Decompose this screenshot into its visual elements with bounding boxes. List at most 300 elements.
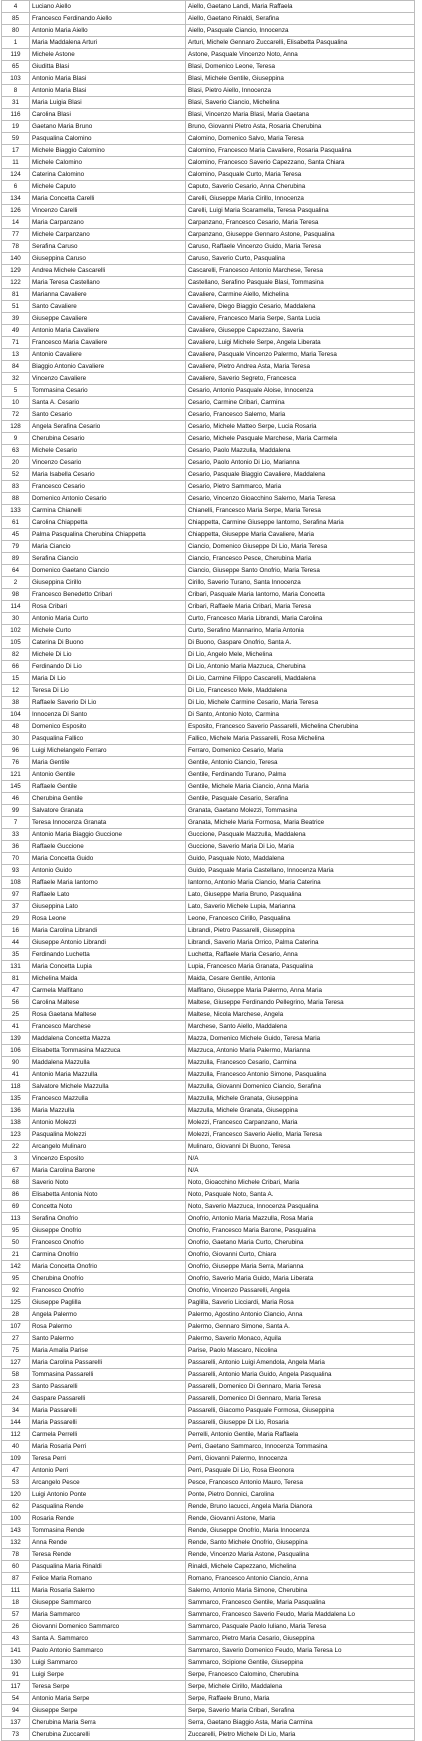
parents-cell[interactable]: Romano, Francesco Antonio Ciancio, Anna — [186, 1573, 415, 1585]
person-name-cell[interactable]: Luciano Aiello — [30, 1, 186, 13]
parents-cell[interactable]: Cavaliere, Francesco Maria Serpe, Santa Lucia — [186, 313, 415, 325]
parents-cell[interactable]: Blasi, Pietro Aiello, Innocenza — [186, 85, 415, 97]
parents-cell[interactable]: Onofrio, Francesco Maria Barone, Pasqualina — [186, 1225, 415, 1237]
record-id-cell[interactable]: 93 — [2, 865, 30, 877]
table-row[interactable] — [2, 493, 415, 505]
person-name-cell[interactable]: Teresa Innocenza Granata — [30, 817, 186, 829]
parents-cell[interactable]: Rende, Giovanni Astone, Maria — [186, 1513, 415, 1525]
parents-cell[interactable]: Passarelli, Domenico Di Gennaro, Maria Teresa — [186, 1381, 415, 1393]
parents-cell[interactable]: Guido, Pasquale Noto, Maddalena — [186, 853, 415, 865]
person-name-cell[interactable]: Maria Concetta Carelli — [30, 193, 186, 205]
record-id-cell[interactable]: 11 — [2, 157, 30, 169]
parents-cell[interactable]: Esposito, Francesco Saverio Passarelli, Michelina Cherubina — [186, 721, 415, 733]
table-row[interactable] — [2, 1393, 415, 1405]
parents-cell[interactable]: Onofrio, Vincenzo Passarelli, Angela — [186, 1285, 415, 1297]
record-id-cell[interactable]: 29 — [2, 913, 30, 925]
record-id-cell[interactable]: 76 — [2, 757, 30, 769]
table-row[interactable] — [2, 469, 415, 481]
parents-cell[interactable]: Rende, Santo Michele Onofrio, Giuseppina — [186, 1537, 415, 1549]
record-id-cell[interactable]: 112 — [2, 1429, 30, 1441]
parents-cell[interactable]: Calomino, Francesco Maria Cavaliere, Rosaria Pasqualina — [186, 145, 415, 157]
person-name-cell[interactable]: Michelina Maida — [30, 973, 186, 985]
record-id-cell[interactable]: 136 — [2, 1105, 30, 1117]
record-id-cell[interactable]: 69 — [2, 1201, 30, 1213]
parents-cell[interactable]: Cesario, Pietro Sammarco, Maria — [186, 481, 415, 493]
table-row[interactable] — [2, 61, 415, 73]
table-row[interactable] — [2, 1513, 415, 1525]
person-name-cell[interactable]: Antonio Maria Aiello — [30, 25, 186, 37]
record-id-cell[interactable]: 106 — [2, 1045, 30, 1057]
table-row[interactable] — [2, 445, 415, 457]
parents-cell[interactable]: Ciancio, Domenico Giuseppe Di Lio, Maria Teresa — [186, 541, 415, 553]
person-name-cell[interactable]: Raffaele Guccione — [30, 841, 186, 853]
person-name-cell[interactable]: Tommasina Passarelli — [30, 1369, 186, 1381]
record-id-cell[interactable]: 119 — [2, 49, 30, 61]
record-id-cell[interactable]: 22 — [2, 1141, 30, 1153]
parents-cell[interactable]: Sammarco, Francesco Gentile, Maria Pasqualina — [186, 1597, 415, 1609]
record-id-cell[interactable]: 77 — [2, 229, 30, 241]
table-row[interactable] — [2, 1489, 415, 1501]
table-row[interactable] — [2, 1057, 415, 1069]
person-name-cell[interactable]: Serafina Ciancio — [30, 553, 186, 565]
parents-cell[interactable]: Cesario, Paolo Mazzulla, Maddalena — [186, 445, 415, 457]
person-name-cell[interactable]: Santo Passarelli — [30, 1381, 186, 1393]
person-name-cell[interactable]: Luigi Serpe — [30, 1669, 186, 1681]
parents-cell[interactable]: Cesario, Michele Pasquale Marchese, Maria Carmela — [186, 433, 415, 445]
record-id-cell[interactable]: 25 — [2, 1009, 30, 1021]
parents-cell[interactable]: Leone, Francesco Cirillo, Pasqualina — [186, 913, 415, 925]
table-row[interactable] — [2, 1285, 415, 1297]
record-id-cell[interactable]: 97 — [2, 889, 30, 901]
person-name-cell[interactable]: Michele Astone — [30, 49, 186, 61]
parents-cell[interactable]: Bruno, Giovanni Pietro Asta, Rosaria Cherubina — [186, 121, 415, 133]
person-name-cell[interactable]: Maria Rosaria Perri — [30, 1441, 186, 1453]
record-id-cell[interactable]: 31 — [2, 97, 30, 109]
person-name-cell[interactable]: Michele Calomino — [30, 157, 186, 169]
record-id-cell[interactable]: 46 — [2, 793, 30, 805]
record-id-cell[interactable]: 135 — [2, 1093, 30, 1105]
record-id-cell[interactable]: 73 — [2, 1729, 30, 1741]
record-id-cell[interactable]: 120 — [2, 1489, 30, 1501]
person-name-cell[interactable]: Maddalena Concetta Mazza — [30, 1033, 186, 1045]
person-name-cell[interactable]: Maria Di Lio — [30, 673, 186, 685]
table-row[interactable] — [2, 1093, 415, 1105]
record-id-cell[interactable]: 24 — [2, 1393, 30, 1405]
parents-cell[interactable]: Caruso, Raffaele Vincenzo Guido, Maria Teresa — [186, 241, 415, 253]
record-id-cell[interactable]: 91 — [2, 1669, 30, 1681]
record-id-cell[interactable]: 118 — [2, 1081, 30, 1093]
parents-cell[interactable]: Onofrio, Gaetano Maria Curto, Cherubina — [186, 1237, 415, 1249]
table-row[interactable] — [2, 121, 415, 133]
record-id-cell[interactable]: 1 — [2, 37, 30, 49]
record-id-cell[interactable]: 86 — [2, 1189, 30, 1201]
person-name-cell[interactable]: Maria Carolina Barone — [30, 1165, 186, 1177]
parents-cell[interactable]: Curto, Serafino Mannarino, Maria Antonia — [186, 625, 415, 637]
person-name-cell[interactable]: Giuseppina Cirillo — [30, 577, 186, 589]
parents-cell[interactable]: Onofrio, Antonio Maria Mazzulla, Rosa Maria — [186, 1213, 415, 1225]
person-name-cell[interactable]: Salvatore Michele Mazzulla — [30, 1081, 186, 1093]
parents-cell[interactable]: Maltese, Nicola Marchese, Angela — [186, 1009, 415, 1021]
person-name-cell[interactable]: Maria Rosaria Salerno — [30, 1585, 186, 1597]
person-name-cell[interactable]: Francesco Ferdinando Aiello — [30, 13, 186, 25]
parents-cell[interactable]: Sammarco, Saverio Domenico Feudo, Maria Teresa Lo — [186, 1645, 415, 1657]
parents-cell[interactable]: Mazzulla, Giovanni Domenico Ciancio, Serafina — [186, 1081, 415, 1093]
parents-cell[interactable]: Cesario, Francesco Salerno, Maria — [186, 409, 415, 421]
person-name-cell[interactable]: Maria Concetta Lupia — [30, 961, 186, 973]
parents-cell[interactable]: Blasi, Saverio Ciancio, Michelina — [186, 97, 415, 109]
person-name-cell[interactable]: Angela Palermo — [30, 1309, 186, 1321]
table-row[interactable] — [2, 973, 415, 985]
table-row[interactable] — [2, 517, 415, 529]
person-name-cell[interactable]: Michele Cesario — [30, 445, 186, 457]
parents-cell[interactable]: Calomino, Domenico Salvo, Maria Teresa — [186, 133, 415, 145]
table-row[interactable] — [2, 1669, 415, 1681]
table-row[interactable] — [2, 13, 415, 25]
record-id-cell[interactable]: 63 — [2, 445, 30, 457]
table-row[interactable] — [2, 1345, 415, 1357]
table-row[interactable] — [2, 1549, 415, 1561]
record-id-cell[interactable]: 123 — [2, 1129, 30, 1141]
person-name-cell[interactable]: Maria Carolina Librandi — [30, 925, 186, 937]
parents-cell[interactable]: Caputo, Saverio Cesario, Anna Cherubina — [186, 181, 415, 193]
person-name-cell[interactable]: Cherubina Maria Serra — [30, 1717, 186, 1729]
person-name-cell[interactable]: Luigi Antonio Ponte — [30, 1489, 186, 1501]
person-name-cell[interactable]: Marianna Cavaliere — [30, 289, 186, 301]
person-name-cell[interactable]: Giuseppe Paglilla — [30, 1297, 186, 1309]
person-name-cell[interactable]: Pasqualina Rende — [30, 1501, 186, 1513]
person-name-cell[interactable]: Carmela Perrelli — [30, 1429, 186, 1441]
record-id-cell[interactable]: 8 — [2, 85, 30, 97]
parents-cell[interactable]: Cesario, Carmine Cribari, Carmina — [186, 397, 415, 409]
parents-cell[interactable]: Palermo, Saverio Monaco, Aquila — [186, 1333, 415, 1345]
person-name-cell[interactable]: Rosa Gaetana Maltese — [30, 1009, 186, 1021]
parents-cell[interactable]: Passarelli, Antonio Maria Guido, Angela Pasqualina — [186, 1369, 415, 1381]
parents-cell[interactable]: Gentile, Pasquale Cesario, Serafina — [186, 793, 415, 805]
table-row[interactable] — [2, 1261, 415, 1273]
parents-cell[interactable]: Cavaliere, Carmine Aiello, Michelina — [186, 289, 415, 301]
parents-cell[interactable]: Maltese, Giuseppe Ferdinando Pellegrino, Maria Teresa — [186, 997, 415, 1009]
person-name-cell[interactable]: Antonio Molezzi — [30, 1117, 186, 1129]
person-name-cell[interactable]: Maria Luigia Blasi — [30, 97, 186, 109]
table-row[interactable] — [2, 865, 415, 877]
parents-cell[interactable]: Onofrio, Giuseppe Maria Serra, Marianna — [186, 1261, 415, 1273]
person-name-cell[interactable]: Rosaria Rende — [30, 1513, 186, 1525]
table-row[interactable] — [2, 889, 415, 901]
person-name-cell[interactable]: Innocenza Di Santo — [30, 709, 186, 721]
record-id-cell[interactable]: 20 — [2, 457, 30, 469]
table-row[interactable] — [2, 1465, 415, 1477]
table-row[interactable] — [2, 997, 415, 1009]
record-id-cell[interactable]: 134 — [2, 193, 30, 205]
table-row[interactable] — [2, 781, 415, 793]
person-name-cell[interactable]: Maria Passarelli — [30, 1405, 186, 1417]
person-name-cell[interactable]: Felice Maria Romano — [30, 1573, 186, 1585]
person-name-cell[interactable]: Arcangelo Mulinaro — [30, 1141, 186, 1153]
record-id-cell[interactable]: 19 — [2, 121, 30, 133]
record-id-cell[interactable]: 2 — [2, 577, 30, 589]
person-name-cell[interactable]: Arcangelo Pesce — [30, 1477, 186, 1489]
parents-cell[interactable]: Noto, Saverio Mazzuca, Innocenza Pasqualina — [186, 1201, 415, 1213]
table-row[interactable] — [2, 397, 415, 409]
record-id-cell[interactable]: 57 — [2, 1609, 30, 1621]
person-name-cell[interactable]: Giuseppe Sammarco — [30, 1597, 186, 1609]
table-row[interactable] — [2, 1033, 415, 1045]
person-name-cell[interactable]: Caterina Di Buono — [30, 637, 186, 649]
parents-cell[interactable]: Cavaliere, Pasquale Vincenzo Palermo, Maria Teresa — [186, 349, 415, 361]
table-row[interactable] — [2, 541, 415, 553]
parents-cell[interactable]: Luchetta, Raffaele Maria Cesario, Anna — [186, 949, 415, 961]
table-row[interactable] — [2, 1273, 415, 1285]
record-id-cell[interactable]: 92 — [2, 1285, 30, 1297]
record-id-cell[interactable]: 84 — [2, 361, 30, 373]
record-id-cell[interactable]: 13 — [2, 349, 30, 361]
table-row[interactable] — [2, 1321, 415, 1333]
record-id-cell[interactable]: 126 — [2, 205, 30, 217]
parents-cell[interactable]: Malfitano, Giuseppe Maria Palermo, Anna Maria — [186, 985, 415, 997]
person-name-cell[interactable]: Elisabetta Tommasina Mazzuca — [30, 1045, 186, 1057]
person-name-cell[interactable]: Teresa Perri — [30, 1453, 186, 1465]
record-id-cell[interactable]: 127 — [2, 1357, 30, 1369]
parents-cell[interactable]: Cesario, Michele Matteo Serpe, Lucia Rosaria — [186, 421, 415, 433]
record-id-cell[interactable]: 114 — [2, 601, 30, 613]
person-name-cell[interactable]: Vincenzo Cesario — [30, 457, 186, 469]
record-id-cell[interactable]: 43 — [2, 1633, 30, 1645]
record-id-cell[interactable]: 61 — [2, 517, 30, 529]
record-id-cell[interactable]: 28 — [2, 1309, 30, 1321]
record-id-cell[interactable]: 47 — [2, 985, 30, 997]
record-id-cell[interactable]: 121 — [2, 769, 30, 781]
parents-cell[interactable]: Blasi, Vincenzo Maria Blasi, Maria Gaetana — [186, 109, 415, 121]
table-row[interactable] — [2, 433, 415, 445]
record-id-cell[interactable]: 122 — [2, 277, 30, 289]
table-row[interactable] — [2, 313, 415, 325]
person-name-cell[interactable]: Maria Teresa Castellano — [30, 277, 186, 289]
record-id-cell[interactable]: 68 — [2, 1177, 30, 1189]
table-row[interactable] — [2, 265, 415, 277]
table-row[interactable] — [2, 253, 415, 265]
person-name-cell[interactable]: Santa A. Cesario — [30, 397, 186, 409]
record-id-cell[interactable]: 144 — [2, 1417, 30, 1429]
record-id-cell[interactable]: 102 — [2, 625, 30, 637]
person-name-cell[interactable]: Maria Carpanzano — [30, 217, 186, 229]
parents-cell[interactable]: Cirillo, Saverio Turano, Santa Innocenza — [186, 577, 415, 589]
table-row[interactable] — [2, 1129, 415, 1141]
record-id-cell[interactable]: 51 — [2, 301, 30, 313]
record-id-cell[interactable]: 95 — [2, 1225, 30, 1237]
person-name-cell[interactable]: Teresa Rende — [30, 1549, 186, 1561]
table-row[interactable] — [2, 1729, 415, 1741]
table-row[interactable] — [2, 1021, 415, 1033]
table-row[interactable] — [2, 361, 415, 373]
table-row[interactable] — [2, 97, 415, 109]
table-row[interactable] — [2, 1501, 415, 1513]
record-id-cell[interactable]: 130 — [2, 1657, 30, 1669]
record-id-cell[interactable]: 64 — [2, 565, 30, 577]
person-name-cell[interactable]: Domenico Gaetano Ciancio — [30, 565, 186, 577]
table-row[interactable] — [2, 1141, 415, 1153]
record-id-cell[interactable]: 40 — [2, 1441, 30, 1453]
parents-cell[interactable]: Mazza, Domenico Michele Guido, Teresa Maria — [186, 1033, 415, 1045]
person-name-cell[interactable]: Serafina Caruso — [30, 241, 186, 253]
person-name-cell[interactable]: Salvatore Granata — [30, 805, 186, 817]
record-id-cell[interactable]: 30 — [2, 733, 30, 745]
record-id-cell[interactable]: 139 — [2, 1033, 30, 1045]
person-name-cell[interactable]: Gaetano Maria Bruno — [30, 121, 186, 133]
person-name-cell[interactable]: Raffaele Maria Iantorno — [30, 877, 186, 889]
table-row[interactable] — [2, 1165, 415, 1177]
parents-cell[interactable]: Cesario, Pasquale Biaggio Cavaliere, Maddalena — [186, 469, 415, 481]
parents-cell[interactable]: Ciancio, Francesco Pesce, Cherubina Maria — [186, 553, 415, 565]
table-row[interactable] — [2, 457, 415, 469]
parents-cell[interactable]: Di Santo, Antonio Noto, Carmina — [186, 709, 415, 721]
person-name-cell[interactable]: Tommasina Rende — [30, 1525, 186, 1537]
table-row[interactable] — [2, 529, 415, 541]
parents-cell[interactable]: Cavaliere, Saverio Segreto, Francesca — [186, 373, 415, 385]
person-name-cell[interactable]: Paolo Antonio Sammarco — [30, 1645, 186, 1657]
person-name-cell[interactable]: Antonio Gentile — [30, 769, 186, 781]
table-row[interactable] — [2, 817, 415, 829]
record-id-cell[interactable]: 67 — [2, 1165, 30, 1177]
record-id-cell[interactable]: 140 — [2, 253, 30, 265]
parents-cell[interactable]: Cavaliere, Pietro Andrea Asta, Maria Teresa — [186, 361, 415, 373]
record-id-cell[interactable]: 78 — [2, 241, 30, 253]
person-name-cell[interactable]: Palma Pasqualina Cherubina Chiappetta — [30, 529, 186, 541]
record-id-cell[interactable]: 16 — [2, 925, 30, 937]
person-name-cell[interactable]: Michele Curto — [30, 625, 186, 637]
record-id-cell[interactable]: 96 — [2, 745, 30, 757]
record-id-cell[interactable]: 82 — [2, 649, 30, 661]
table-row[interactable] — [2, 1153, 415, 1165]
parents-cell[interactable]: Blasi, Domenico Leone, Teresa — [186, 61, 415, 73]
table-row[interactable] — [2, 1369, 415, 1381]
table-row[interactable] — [2, 277, 415, 289]
parents-cell[interactable]: Gentile, Michele Maria Ciancio, Anna Maria — [186, 781, 415, 793]
record-id-cell[interactable]: 132 — [2, 1537, 30, 1549]
person-name-cell[interactable]: Carmina Onofrio — [30, 1249, 186, 1261]
record-id-cell[interactable]: 45 — [2, 529, 30, 541]
parents-cell[interactable]: Guccione, Pasquale Mazzulla, Maddalena — [186, 829, 415, 841]
record-id-cell[interactable]: 70 — [2, 853, 30, 865]
table-row[interactable] — [2, 1657, 415, 1669]
parents-cell[interactable]: Rende, Vincenzo Maria Astone, Pasqualina — [186, 1549, 415, 1561]
table-row[interactable] — [2, 301, 415, 313]
parents-cell[interactable]: Cascarelli, Francesco Antonio Marchese, Teresa — [186, 265, 415, 277]
person-name-cell[interactable]: Gaspare Passarelli — [30, 1393, 186, 1405]
parents-cell[interactable]: Aiello, Gaetano Rinaldi, Serafina — [186, 13, 415, 25]
record-id-cell[interactable]: 6 — [2, 181, 30, 193]
parents-cell[interactable]: Guido, Pasquale Maria Castellano, Innocenza Maria — [186, 865, 415, 877]
person-name-cell[interactable]: Pasqualina Fallico — [30, 733, 186, 745]
table-row[interactable] — [2, 337, 415, 349]
record-id-cell[interactable]: 94 — [2, 1705, 30, 1717]
parents-cell[interactable]: Mazzuca, Antonio Maria Palermo, Marianna — [186, 1045, 415, 1057]
record-id-cell[interactable]: 35 — [2, 949, 30, 961]
person-name-cell[interactable]: Maria Sammarco — [30, 1609, 186, 1621]
parents-cell[interactable]: Carelli, Giuseppe Maria Cirillo, Innocenza — [186, 193, 415, 205]
person-name-cell[interactable]: Santo Palermo — [30, 1333, 186, 1345]
record-id-cell[interactable]: 103 — [2, 73, 30, 85]
person-name-cell[interactable]: Maria Passarelli — [30, 1417, 186, 1429]
parents-cell[interactable]: Serpe, Raffaele Bruno, Maria — [186, 1693, 415, 1705]
table-row[interactable] — [2, 1069, 415, 1081]
table-row[interactable] — [2, 961, 415, 973]
person-name-cell[interactable]: Biaggio Antonio Cavaliere — [30, 361, 186, 373]
parents-cell[interactable]: Cesario, Antonio Pasquale Aloise, Innocenza — [186, 385, 415, 397]
parents-cell[interactable]: Guccione, Saverio Maria Di Lio, Maria — [186, 841, 415, 853]
parents-cell[interactable]: Fallico, Michele Maria Passarelli, Rosa Michelina — [186, 733, 415, 745]
parents-cell[interactable]: Marchese, Santo Aiello, Maddalena — [186, 1021, 415, 1033]
person-name-cell[interactable]: Maria Mazzulla — [30, 1105, 186, 1117]
person-name-cell[interactable]: Carmela Malfitano — [30, 985, 186, 997]
parents-cell[interactable]: Di Lio, Antonio Maria Mazzuca, Cherubina — [186, 661, 415, 673]
table-row[interactable] — [2, 985, 415, 997]
record-id-cell[interactable]: 49 — [2, 325, 30, 337]
table-row[interactable] — [2, 649, 415, 661]
person-name-cell[interactable]: Teresa Serpe — [30, 1681, 186, 1693]
table-row[interactable] — [2, 1189, 415, 1201]
parents-cell[interactable]: Granata, Gaetano Molezzi, Tommasina — [186, 805, 415, 817]
table-row[interactable] — [2, 1213, 415, 1225]
person-name-cell[interactable]: Giuseppe Onofrio — [30, 1225, 186, 1237]
person-name-cell[interactable]: Ferdinando Di Lio — [30, 661, 186, 673]
table-row[interactable] — [2, 697, 415, 709]
parents-cell[interactable]: Di Lio, Francesco Mele, Maddalena — [186, 685, 415, 697]
parents-cell[interactable]: Cribari, Pasquale Maria Iantorno, Maria Concetta — [186, 589, 415, 601]
person-name-cell[interactable]: Maddalena Mazzulla — [30, 1057, 186, 1069]
table-row[interactable] — [2, 721, 415, 733]
person-name-cell[interactable]: Francesco Maria Cavaliere — [30, 337, 186, 349]
table-row[interactable] — [2, 217, 415, 229]
record-id-cell[interactable]: 34 — [2, 1405, 30, 1417]
table-row[interactable] — [2, 1477, 415, 1489]
record-id-cell[interactable]: 44 — [2, 937, 30, 949]
person-name-cell[interactable]: Francesco Marchese — [30, 1021, 186, 1033]
parents-cell[interactable]: Chianelli, Francesco Maria Serpe, Maria Teresa — [186, 505, 415, 517]
record-id-cell[interactable]: 39 — [2, 313, 30, 325]
table-row[interactable] — [2, 901, 415, 913]
parents-cell[interactable]: Cavaliere, Diego Biaggio Cesario, Maddalena — [186, 301, 415, 313]
person-name-cell[interactable]: Pasqualina Maria Rinaldi — [30, 1561, 186, 1573]
person-name-cell[interactable]: Francesco Cesario — [30, 481, 186, 493]
table-row[interactable] — [2, 685, 415, 697]
table-row[interactable] — [2, 553, 415, 565]
parents-cell[interactable]: Lupia, Francesco Maria Granata, Pasqualina — [186, 961, 415, 973]
parents-cell[interactable]: Cavaliere, Luigi Michele Serpe, Angela Liberata — [186, 337, 415, 349]
parents-cell[interactable]: Sammarco, Francesco Saverio Feudo, Maria Maddalena Lo — [186, 1609, 415, 1621]
parents-cell[interactable]: Perri, Giovanni Palermo, Innocenza — [186, 1453, 415, 1465]
person-name-cell[interactable]: Antonio Maria Mazzulla — [30, 1069, 186, 1081]
parents-cell[interactable]: Sammarco, Pasquale Paolo Iuliano, Maria Teresa — [186, 1621, 415, 1633]
parents-cell[interactable]: Mazzulla, Francesco Cesario, Carmina — [186, 1057, 415, 1069]
table-row[interactable] — [2, 841, 415, 853]
record-id-cell[interactable]: 9 — [2, 433, 30, 445]
parents-cell[interactable]: Noto, Pasquale Noto, Santa A. — [186, 1189, 415, 1201]
record-id-cell[interactable]: 5 — [2, 385, 30, 397]
parents-cell[interactable]: Astone, Pasquale Vincenzo Noto, Anna — [186, 49, 415, 61]
record-id-cell[interactable]: 58 — [2, 1369, 30, 1381]
parents-cell[interactable]: Cesario, Paolo Antonio Di Lio, Marianna — [186, 457, 415, 469]
parents-cell[interactable]: Calomino, Pasquale Curto, Maria Teresa — [186, 169, 415, 181]
record-id-cell[interactable]: 75 — [2, 1345, 30, 1357]
person-name-cell[interactable]: Raffaele Saverio Di Lio — [30, 697, 186, 709]
parents-cell[interactable]: Granata, Michele Maria Formosa, Maria Beatrice — [186, 817, 415, 829]
person-name-cell[interactable]: Domenico Antonio Cesario — [30, 493, 186, 505]
parents-cell[interactable]: Di Lio, Carmine Filippo Cascarelli, Maddalena — [186, 673, 415, 685]
record-id-cell[interactable]: 143 — [2, 1525, 30, 1537]
person-name-cell[interactable]: Raffaele Lato — [30, 889, 186, 901]
table-row[interactable] — [2, 673, 415, 685]
table-row[interactable] — [2, 577, 415, 589]
